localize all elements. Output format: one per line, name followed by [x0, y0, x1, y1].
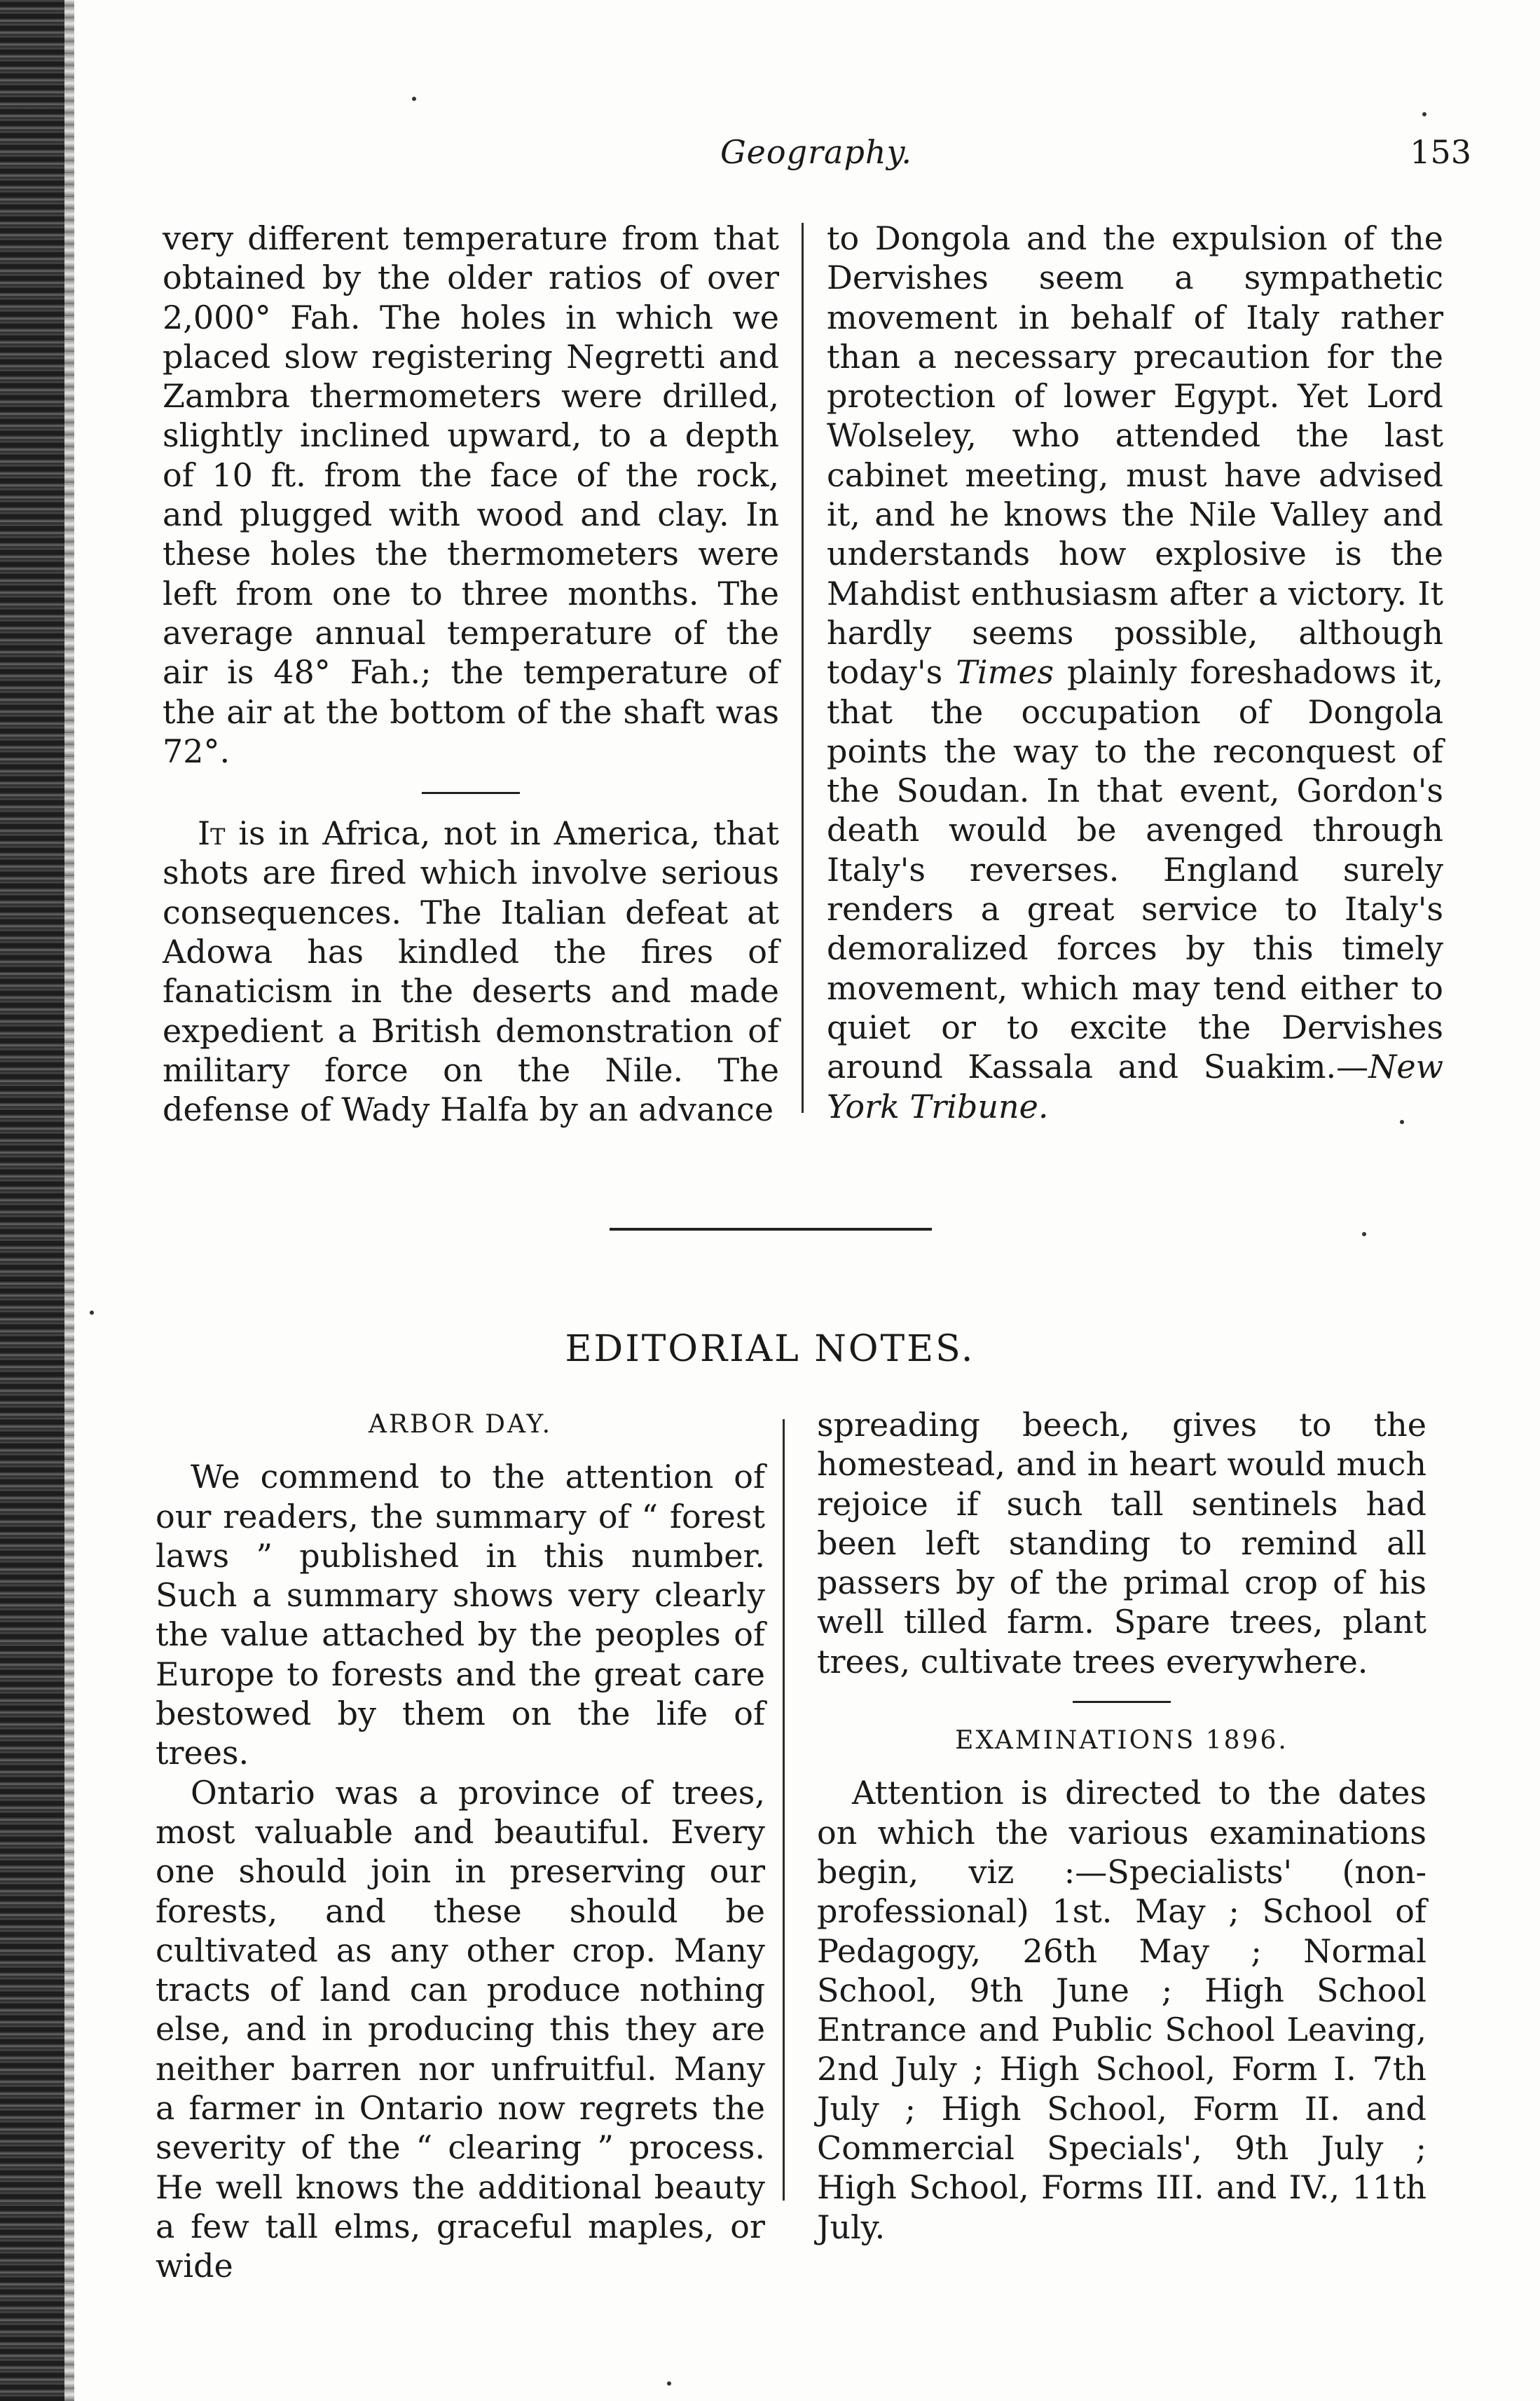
- paragraph-dongola-text: to Dongola and the expulsion of the Dervishes seem a sympathetic movement in behalf of Italy rather than a necessary precaution for the protection of lower Egypt. Yet Lord Wolseley, who attended the last cabinet meeting, must have advised it, and he knows the Nile Valley and understands how explosive is the Mahdist enthusiasm after a victory. It hardly seems possible, although today's: [827, 219, 1443, 692]
- editorial-column-left: [156, 1405, 765, 2286]
- print-speck: [1400, 1120, 1404, 1124]
- section-separator-rule: [610, 1228, 932, 1231]
- source-citation: New York Tribune.: [827, 1048, 1443, 1126]
- editorial-column-right: [817, 1405, 1426, 2247]
- print-speck: [412, 97, 416, 101]
- paragraph-examination-dates: Attention is directed to the dates on which the various examinations begin, viz :—Specialists' (non-professional) 1st. May ; School of Pedagogy, 26th May ; Normal School, 9th June ; High School Entrance and Public School Leaving, 2nd July ; High School, Form I. 7th July ; High School, Form II. and Commercial Specials', 9th July ; High School, Forms III. and IV., 11th July.: [817, 1774, 1426, 2246]
- print-speck: [1362, 1232, 1366, 1236]
- geography-column-left: [163, 219, 779, 1130]
- paragraph-spare-trees: spreading beech, gives to the homestead, and in heart would much rejoice if such tall sentinels had been left standing to remind all passers by of the primal crop of his well tilled farm. Spare trees, plant trees, cultivate trees everywhere.: [817, 1406, 1426, 1681]
- page-binding-edge: [0, 0, 64, 2401]
- print-speck: [667, 2381, 671, 2386]
- paragraph-thermometers: very different temperature from that obtained by the older ratios of over 2,000° Fah. The holes in which we placed slow registering Negretti and Zambra thermometers were drilled, slightly inclined upward, to a depth of 10 ft. from the face of the rock, and plugged with wood and clay. In these holes the thermometers were left from one to three months. The average annual temperature of the air is 48° Fah.; the temperature of the air at the bottom of the shaft was 72°.: [163, 219, 779, 770]
- column-divider: [783, 1419, 785, 2201]
- editorial-notes-title: EDITORIAL NOTES.: [565, 1328, 975, 1370]
- paragraph-africa-text: is in Africa, not in America, that shots are fired which involve serious consequences. The Italian defeat at Adowa has kindled the fires of fanaticism in the deserts and made expedient a British demonstration of military force on the Nile. The defense of Wady Halfa by an advance: [163, 814, 779, 1129]
- lead-word: It: [198, 814, 226, 853]
- section-divider: [422, 792, 520, 794]
- arbor-day-heading: ARBOR DAY.: [368, 1410, 553, 1439]
- paragraph-dongola: [827, 219, 1443, 1126]
- newspaper-title: Times: [956, 653, 1054, 692]
- paragraph-ontario-trees: Ontario was a province of trees, most valuable and beautiful. Every one should join in preserving our forests, and these should be cultivated as any other crop. Many tracts of land can produce nothing else, and in producing this they are neither barren nor unfruitful. Many a farmer in Ontario now regrets the severity of the “ clearing ” process. He well knows the additional beauty a few tall elms, graceful maples, or wide: [156, 1773, 765, 2285]
- page-number: 153: [1410, 133, 1471, 171]
- column-divider: [802, 223, 804, 1113]
- print-speck: [90, 1311, 94, 1315]
- paragraph-forest-laws: We commend to the attention of our readers, the summary of “ forest laws ” published in this number. Such a summary shows very clearly the value attached by the peoples of Europe to forests and the great care bestowed by them on the life of trees.: [156, 1458, 765, 1772]
- paragraph-africa: [163, 814, 779, 1129]
- examinations-heading: EXAMINATIONS 1896.: [955, 1726, 1288, 1756]
- print-speck: [1422, 112, 1426, 116]
- section-divider: [1073, 1701, 1171, 1703]
- running-head: [161, 133, 1471, 182]
- paragraph-dongola-text-continued: plainly foreshadows it, that the occupation of Dongola points the way to the reconquest of the Soudan. In that event, Gordon's death would be avenged through Italy's reverses. England surely renders a great service to Italy's demoralized forces by this timely movement, which may tend either to quiet or to excite the Dervishes around Kassala and Suakim.—: [827, 653, 1443, 1086]
- running-title: Geography.: [720, 133, 913, 171]
- geography-column-right: [827, 219, 1443, 1126]
